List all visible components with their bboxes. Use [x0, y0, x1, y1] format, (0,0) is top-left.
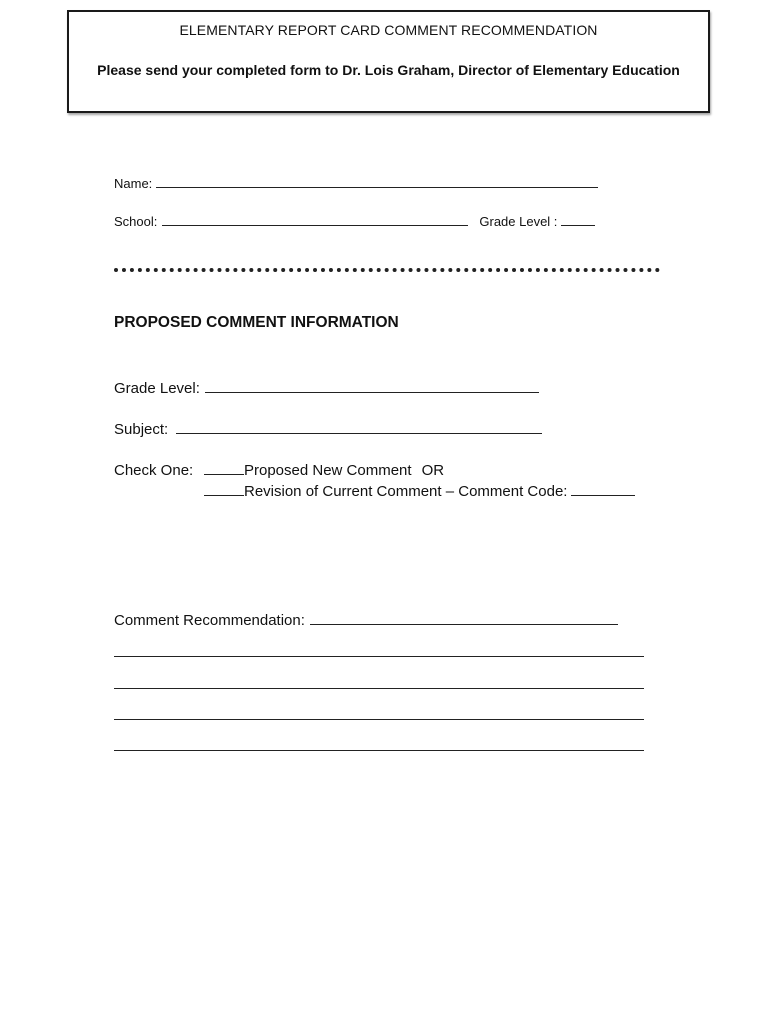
- check-one-label: Check One:: [114, 462, 194, 479]
- comment-line-4[interactable]: [114, 750, 644, 751]
- revision-row: [204, 483, 635, 500]
- comment-recommendation-label: Comment Recommendation:: [114, 612, 305, 629]
- check-new-comment-blank[interactable]: [204, 473, 244, 475]
- grade-level-label: Grade Level :: [479, 214, 558, 229]
- comment-line-1[interactable]: [114, 656, 644, 657]
- comment-line-3[interactable]: [114, 719, 644, 720]
- comment-recommendation-row: [114, 612, 618, 629]
- subject-row: [114, 421, 542, 438]
- form-title: ELEMENTARY REPORT CARD COMMENT RECOMMENDATION: [179, 22, 598, 38]
- name-row: [114, 176, 598, 191]
- subject-field[interactable]: [176, 432, 542, 434]
- section-heading: PROPOSED COMMENT INFORMATION: [114, 314, 399, 331]
- header-box: [67, 10, 710, 113]
- proposed-grade-level-row: [114, 380, 539, 397]
- comment-code-field[interactable]: [571, 494, 635, 496]
- option-revision-label: Revision of Current Comment – Comment Code:: [244, 483, 568, 500]
- option-new-comment-label: Proposed New Comment: [244, 462, 412, 479]
- subject-label: Subject:: [114, 421, 169, 438]
- school-row: [114, 214, 595, 229]
- school-label: School:: [114, 214, 158, 229]
- check-revision-blank[interactable]: [204, 494, 244, 496]
- name-label: Name:: [114, 176, 153, 191]
- grade-level-field[interactable]: [561, 224, 595, 226]
- comment-recommendation-field[interactable]: [310, 623, 618, 625]
- check-one-row: [114, 462, 444, 479]
- comment-line-2[interactable]: [114, 688, 644, 689]
- proposed-grade-level-field[interactable]: [205, 391, 539, 393]
- option-or-label: OR: [421, 462, 445, 479]
- section-divider: [114, 268, 660, 272]
- school-field[interactable]: [162, 224, 468, 226]
- name-field[interactable]: [156, 186, 598, 188]
- submission-instruction: Please send your completed form to Dr. Lois Graham, Director of Elementary Education: [97, 62, 680, 78]
- proposed-grade-level-label: Grade Level:: [114, 380, 200, 397]
